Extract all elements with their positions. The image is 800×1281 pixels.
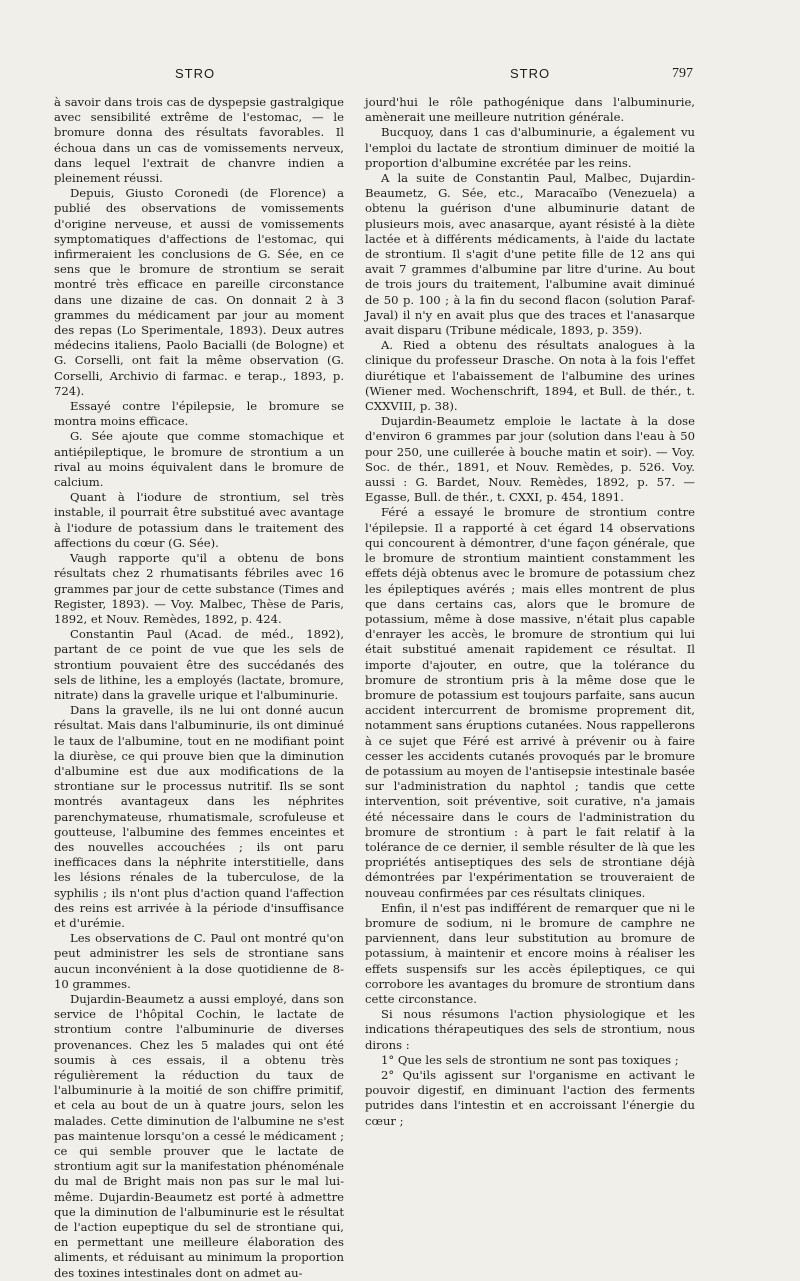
paragraph: Dujardin-Beaumetz a aussi employé, dans son service de l'hôpital Cochin, le lactate de strontium contre l'albuminurie de diverses provenances. Chez les 5 malades qui ont été soumis à ces essais, il a obtenu très régulièrement la réduction du taux de l'albuminurie à la moitié de son chiffre primitif, et cela au bout de un à quatre jours, selon les malades. Cette diminution de l'albumine ne s'est pas maintenue lorsqu'on a cessé le médicament ; ce qui semble prouver que le lactate de strontium agit sur la manifestation phénoménale du mal de Bright mais non pas sur le mal lui-même. Dujardin-Beaumetz est porté à admettre que la diminution de l'albuminurie est le résultat de l'action eupeptique du sel de strontiane qui, en permettant une meilleure élaboration des aliments, et réduisant au minimum la proportion des toxines intestinales dont on admet au- [54,991,344,1280]
paragraph: Bucquoy, dans 1 cas d'albuminurie, a également vu l'emploi du lactate de strontium diminuer de moitié la proportion d'albumine excrétée par les reins. [365,125,695,170]
right-column [365,95,695,1129]
paragraph: jourd'hui le rôle pathogénique dans l'albuminurie, amènerait une meilleure nutrition générale. [365,95,695,125]
paragraph: Si nous résumons l'action physiologique et les indications thérapeutiques des sels de strontium, nous dirons : [365,1007,695,1052]
paragraph: Essayé contre l'épilepsie, le bromure se montra moins efficace. [54,399,344,429]
paragraph: à savoir dans trois cas de dyspepsie gastralgique avec sensibilité extrême de l'estomac, — le bromure donna des résultats favorables. Il échoua dans un cas de vomissements nerveux, dans lequel l'extrait de chanvre indien a pleinement réussi. [54,95,344,186]
paragraph: Dujardin-Beaumetz emploie le lactate à la dose d'environ 6 grammes par jour (solution dans l'eau à 50 pour 250, une cuillerée à bouche matin et soir). — Voy. Soc. de thér., 1891, et Nouv. Remèdes, p. 526. Voy. aussi : G. Bardet, Nouv. Remèdes, 1892, p. 57. — Egasse, Bull. de thér., t. CXXI, p. 454, 1891. [365,414,695,505]
left-column [54,95,344,1281]
paragraph: 1° Que les sels de strontium ne sont pas toxiques ; [381,1052,679,1067]
paragraph: Vaugh rapporte qu'il a obtenu de bons résultats chez 2 rhumatisants fébriles avec 16 grammes par jour de cette substance (Times and Register, 1893). — Voy. Malbec, Thèse de Paris, 1892, et Nouv. Remèdes, 1892, p. 424. [54,551,344,626]
paragraph: Dans la gravelle, ils ne lui ont donné aucun résultat. Mais dans l'albuminurie, ils ont diminué le taux de l'albumine, tout en ne modifiant point la diurèse, ce qui prouve bien que la diminution d'albumine est due aux modifications de la strontiane sur le processus nutritif. Ils se sont montrés avantageux dans les néphrites parenchymateuse, rhumatismale, scrofuleuse et goutteuse, l'albumine des femmes enceintes et des nouvelles accouchées ; ils ont paru inefficaces dans la néphrite interstitielle, dans les lésions rénales de la tuberculose, de la syphilis ; ils n'ont plus d'action quand l'affection des reins est arrivée à la période d'insuffisance et d'urémie. [54,703,344,930]
paragraph: G. Sée ajoute que comme stomachique et antiépileptique, le bromure de strontium a un rival au moins équivalent dans le bromure de calcium. [54,429,344,490]
paragraph: Depuis, Giusto Coronedi (de Florence) a publié des observations de vomissements d'origine nerveuse, et aussi de vomissements symptomatiques d'affections de l'estomac, qui infirmeraient les conclusions de G. Sée, en ce sens que le bromure de strontium se serait montré très efficace en pareille circonstance dans une dizaine de cas. On donnait 2 à 3 grammes du médicament par jour au moment des repas (Lo Sperimentale, 1893). Deux autres médecins italiens, Paolo Bacialli (de Bologne) et G. Corselli, ont fait la même observation (G. Corselli, Archivio di farmac. e terap., 1893, p. 724). [54,186,344,398]
paragraph: Constantin Paul (Acad. de méd., 1892), partant de ce point de vue que les sels de strontium pouvaient être des succédanés des sels de lithine, les a employés (lactate, bromure, nitrate) dans la gravelle urique et l'albuminurie. [54,627,344,702]
running-head-left: STRO [175,66,216,81]
paragraph: Enfin, il n'est pas indifférent de remarquer que ni le bromure de sodium, ni le bromure de camphre ne parviennent, dans leur substitution au bromure de potassium, à maintenir et encore moins à réaliser les effets suspensifs sur les accès épileptiques, ce qui corrobore les avantages du bromure de strontium dans cette circonstance. [365,900,695,1006]
paragraph: Quant à l'iodure de strontium, sel très instable, il pourrait être substitué avec avantage à l'iodure de potassium dans le traitement des affections du cœur (G. Sée). [54,490,344,550]
page-number: 797 [672,66,693,81]
running-head-right: STRO [510,66,551,81]
paragraph: 2° Qu'ils agissent sur l'organisme en activant le pouvoir digestif, en diminuant l'action des ferments putrides dans l'intestin et en accroissant l'énergie du cœur ; [365,1068,695,1128]
paragraph: A. Ried a obtenu des résultats analogues à la clinique du professeur Drasche. On nota à la fois l'effet diurétique et l'abaissement de l'albumine des urines (Wiener med. Wochenschrift, 1894, et Bull. de thér., t. CXXVIII, p. 38). [365,338,695,414]
paragraph: A la suite de Constantin Paul, Malbec, Dujardin-Beaumetz, G. Sée, etc., Maracaïbo (Venezuela) a obtenu la guérison d'une albuminurie datant de plusieurs mois, avec anasarque, ayant résisté à la diète lactée et à différents médicaments, à l'aide du lactate de strontium. Il s'agit d'une petite fille de 12 ans qui avait 7 grammes d'albumine par litre d'urine. Au bout de trois jours du traitement, l'albumine avait diminué de 50 p. 100 ; à la fin du second flacon (solution Paraf-Javal) il n'y en avait plus que des traces et l'anasarque avait disparu (Tribune médicale, 1893, p. 359). [365,171,695,338]
paragraph: Les observations de C. Paul ont montré qu'on peut administrer les sels de strontiane sans aucun inconvénient à la dose quotidienne de 8-10 grammes. [54,931,344,991]
paragraph: Féré a essayé le bromure de strontium contre l'épilepsie. Il a rapporté à cet égard 14 observations qui concourent à démontrer, d'une façon générale, que le bromure de strontium maintient constamment les effets déjà obtenus avec le bromure de potassium chez les épileptiques avérés ; mais elles montrent de plus que dans certains cas, alors que le bromure de potassium, même à dose massive, n'était plus capable d'enrayer les accès, le bromure de strontium qui lui était substitué amenait rapidement ce résultat. Il importe d'ajouter, en outre, que la tolérance du bromure de strontium pris à la même dose que le bromure de potassium est toujours parfaite, sans aucun accident intercurrent de bromisme proprement dit, notamment sans éruptions cutanées. Nous rappellerons à ce sujet que Féré est arrivé à prévenir ou à faire cesser les accidents cutanés provoqués par le bromure de potassium au moyen de l'antisepsie intestinale basée sur l'administration du naphtol ; tandis que cette intervention, soit préventive, soit curative, n'a jamais été nécessaire dans le cours de l'administration du bromure de strontium : à part le fait relatif à la tolérance de ce dernier, il semble résulter de là que les propriétés antiseptiques des sels de strontiane déjà démontrées par l'expérimentation se trouveraient de nouveau confirmées par ces résultats cliniques. [365,505,695,900]
